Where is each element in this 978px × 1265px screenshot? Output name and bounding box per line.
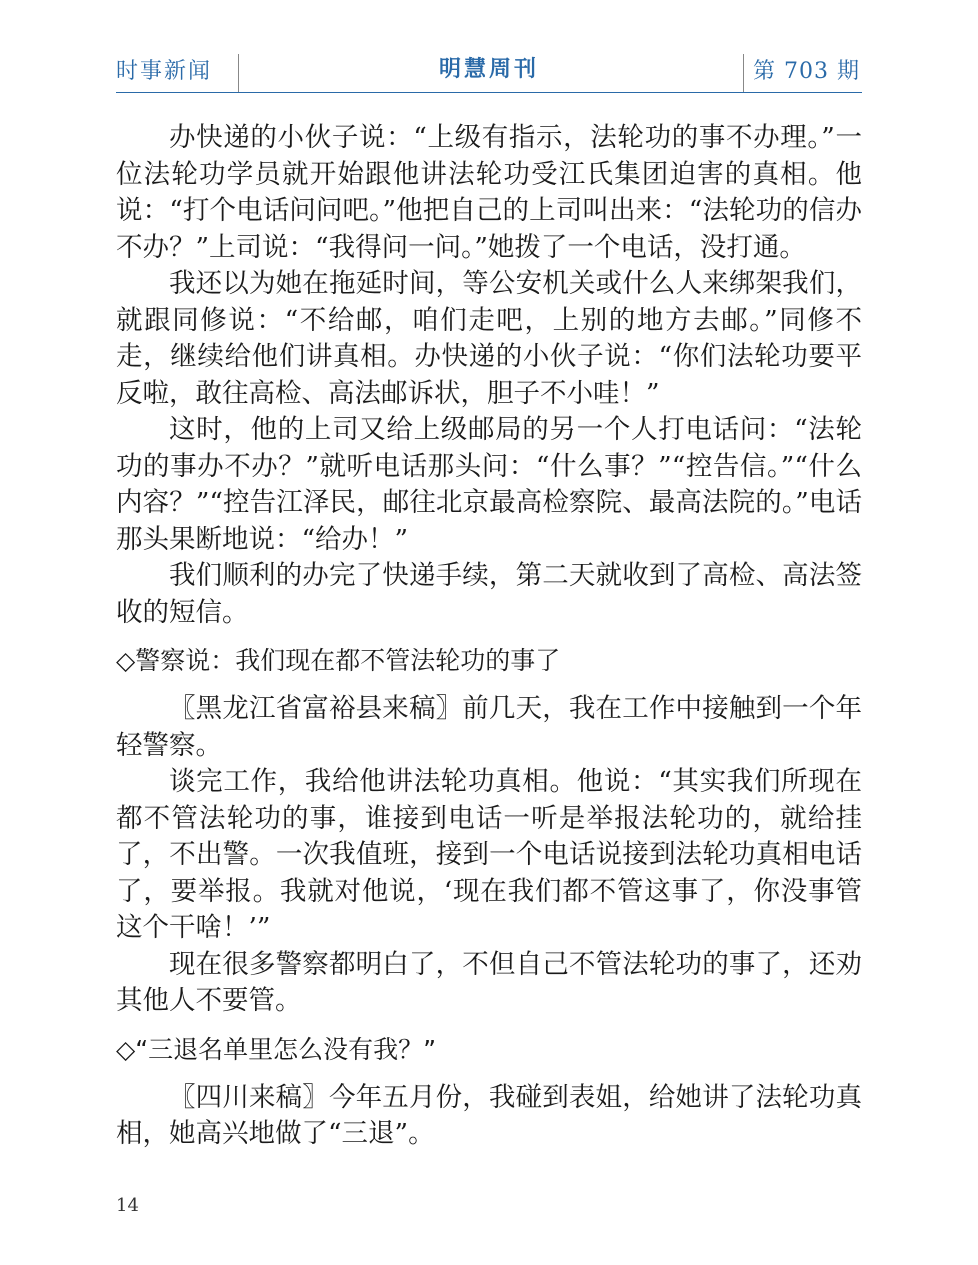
article1-paragraph-1: 办快递的小伙子说：“上级有指示，法轮功的事不办理。”一位法轮功学员就开始跟他讲法轮功受江氏集团迫害的真相。他说：“打个电话问问吧。”他把自己的上司叫出来：“法轮功的信办不办？”上司说：“我得问一问。”她拨了一个电话，没打通。 xyxy=(116,122,862,263)
page-number: 14 xyxy=(116,1195,139,1216)
section-label: 时事新闻 xyxy=(116,59,213,84)
article2-paragraph-2: 谈完工作，我给他讲法轮功真相。他说：“其实我们所现在都不管法轮功的事，谁接到电话一听是举报法轮功的，就给挂了，不出警。一次我值班，接到一个电话说接到法轮功真相电话了，要举报。我就对他说，‘现在我们都不管这事了，你没事管这个干啥！’” xyxy=(116,766,862,943)
article2-heading: ◇警察说：我们现在都不管法轮功的事了 xyxy=(116,646,561,675)
article3-paragraph-1: 〖四川来稿〗今年五月份，我碰到表姐，给她讲了法轮功真相，她高兴地做了“三退”。 xyxy=(116,1081,862,1149)
publication-title: 明慧周刊 xyxy=(438,57,539,82)
page-header xyxy=(116,48,862,93)
header-divider-right xyxy=(743,54,744,92)
article2-paragraph-1: 〖黑龙江省富裕县来稿〗前几天，我在工作中接触到一个年轻警察。 xyxy=(116,693,862,761)
article1-paragraph-4: 我们顺利的办完了快递手续，第二天就收到了高检、高法签收的短信。 xyxy=(116,560,862,628)
article1-paragraph-2: 我还以为她在拖延时间，等公安机关或什么人来绑架我们，就跟同修说：“不给邮，咱们走吧，上别的地方去邮。”同修不走，继续给他们讲真相。办快递的小伙子说：“你们法轮功要平反啦，敢往高检、高法邮诉状，胆子不小哇！” xyxy=(116,268,862,409)
article2-paragraph-3: 现在很多警察都明白了，不但自己不管法轮功的事了，还劝其他人不要管。 xyxy=(116,948,862,1016)
article-body xyxy=(116,120,862,1153)
issue-number: 第 703 期 xyxy=(753,59,860,84)
article3-heading: ◇“三退名单里怎么没有我？” xyxy=(116,1034,437,1064)
article1-paragraph-3: 这时，他的上司又给上级邮局的另一个人打电话问：“法轮功的事办不办？”就听电话那头问：“什么事？”“控告信。”“什么内容？”“控告江泽民，邮往北京最高检察院、最高法院的。”电话那头果断地说：“给办！” xyxy=(116,414,862,555)
